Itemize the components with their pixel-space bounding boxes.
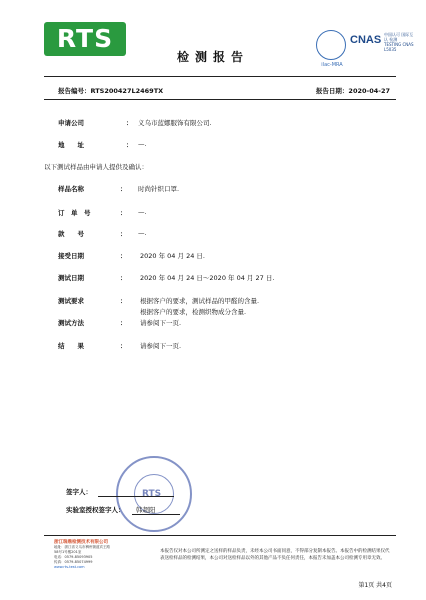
cnas-logo: CNAS	[350, 34, 382, 46]
page-number: 第1页 共4页	[358, 582, 392, 589]
ilac-label: ilac-MRA	[321, 62, 343, 68]
header-divider	[44, 76, 396, 77]
received-date-label: 接受日期	[58, 252, 84, 260]
colon: ：	[120, 209, 127, 217]
result-value: 请参阅下一页.	[140, 342, 182, 350]
sample-name-value: 时尚针织口罩.	[138, 185, 180, 193]
order-no-label: 订 单 号	[58, 209, 91, 217]
colon: ：	[120, 230, 127, 238]
footer-company: 浙江瑞鼎检测技术有限公司	[54, 540, 108, 545]
footer-contact	[54, 540, 144, 570]
colon: ：	[126, 141, 133, 149]
lab-signer-name: 韩超阳	[136, 506, 156, 514]
test-requirement-line1: 根据客户的要求，测试样品的甲醛的含量.	[140, 297, 260, 305]
colon: ：	[126, 119, 133, 127]
result-label: 结 果	[58, 342, 84, 350]
accreditation-logos	[316, 30, 414, 68]
order-no-value: —.	[138, 208, 147, 216]
signer-line	[98, 496, 174, 497]
colon: ：	[120, 319, 127, 327]
footer-fax: 传真：0579-85074999	[54, 560, 93, 564]
report-date: 报告日期：2020-04-27	[315, 87, 390, 95]
applicant-value: 义乌市蓝娜服饰有限公司.	[138, 119, 212, 127]
test-method-value: 请参阅下一页.	[140, 319, 182, 327]
rts-logo: RTS	[44, 22, 126, 56]
style-no-label: 款 号	[58, 230, 84, 238]
test-date-label: 测试日期	[58, 274, 84, 282]
colon: ：	[120, 274, 127, 282]
test-date-value: 2020 年 04 月 24 日～2020 年 04 月 27 日.	[140, 274, 275, 282]
test-method-label: 测试方法	[58, 319, 84, 327]
lab-signer-line	[132, 514, 180, 515]
colon: ：	[120, 342, 127, 350]
lab-signer-label: 实验室授权签字人：	[66, 506, 125, 514]
footer-divider	[44, 535, 396, 536]
address-label: 地 址	[58, 141, 84, 149]
footer-website-link[interactable]: www.rts-test.com	[54, 565, 85, 569]
signer-label: 签字人：	[66, 488, 92, 496]
sample-name-label: 样品名称	[58, 185, 84, 193]
sample-note: 以下测试样品由申请人提供及确认：	[44, 163, 148, 171]
cnas-subtext: 中国认可 国际互认 检测 TESTING CNAS L5035	[384, 32, 414, 52]
ilac-mra-icon	[316, 30, 346, 60]
received-date-value: 2020 年 04 月 24 日.	[140, 252, 205, 260]
meta-divider	[44, 99, 396, 100]
test-requirement-label: 测试要求	[58, 297, 84, 305]
colon: ：	[120, 185, 127, 193]
address-value: —.	[138, 140, 147, 148]
footer-phone: 电话：0579-85093905	[54, 555, 93, 559]
report-title: 检测报告	[176, 50, 249, 64]
test-requirement-line2: 根据客户的要求，检测织物成分含量.	[140, 308, 247, 316]
footer-address-line: 58号1号楼201室	[54, 550, 82, 554]
colon: ：	[120, 297, 127, 305]
footer-disclaimer: 本报告仅对本公司所测定之送样的样品负责，未经本公司书面同意，不得部分复制本报告。本报告中的检测结果仅代表送检样品的检测结果，本公司对送检样品以外的其他产品不负任何责任，本报告未加盖本公司检测专用章无效。	[160, 549, 390, 561]
report-number: 报告编号：RTS200427L2469TX	[58, 87, 164, 95]
applicant-label: 申请公司	[58, 119, 84, 127]
footer-address-line: 地址：浙江省义乌市稠州街道宾王路	[54, 545, 110, 549]
colon: ：	[120, 252, 127, 260]
seal-text: RTS	[142, 489, 162, 499]
style-no-value: —.	[138, 229, 147, 237]
company-seal	[116, 456, 192, 532]
